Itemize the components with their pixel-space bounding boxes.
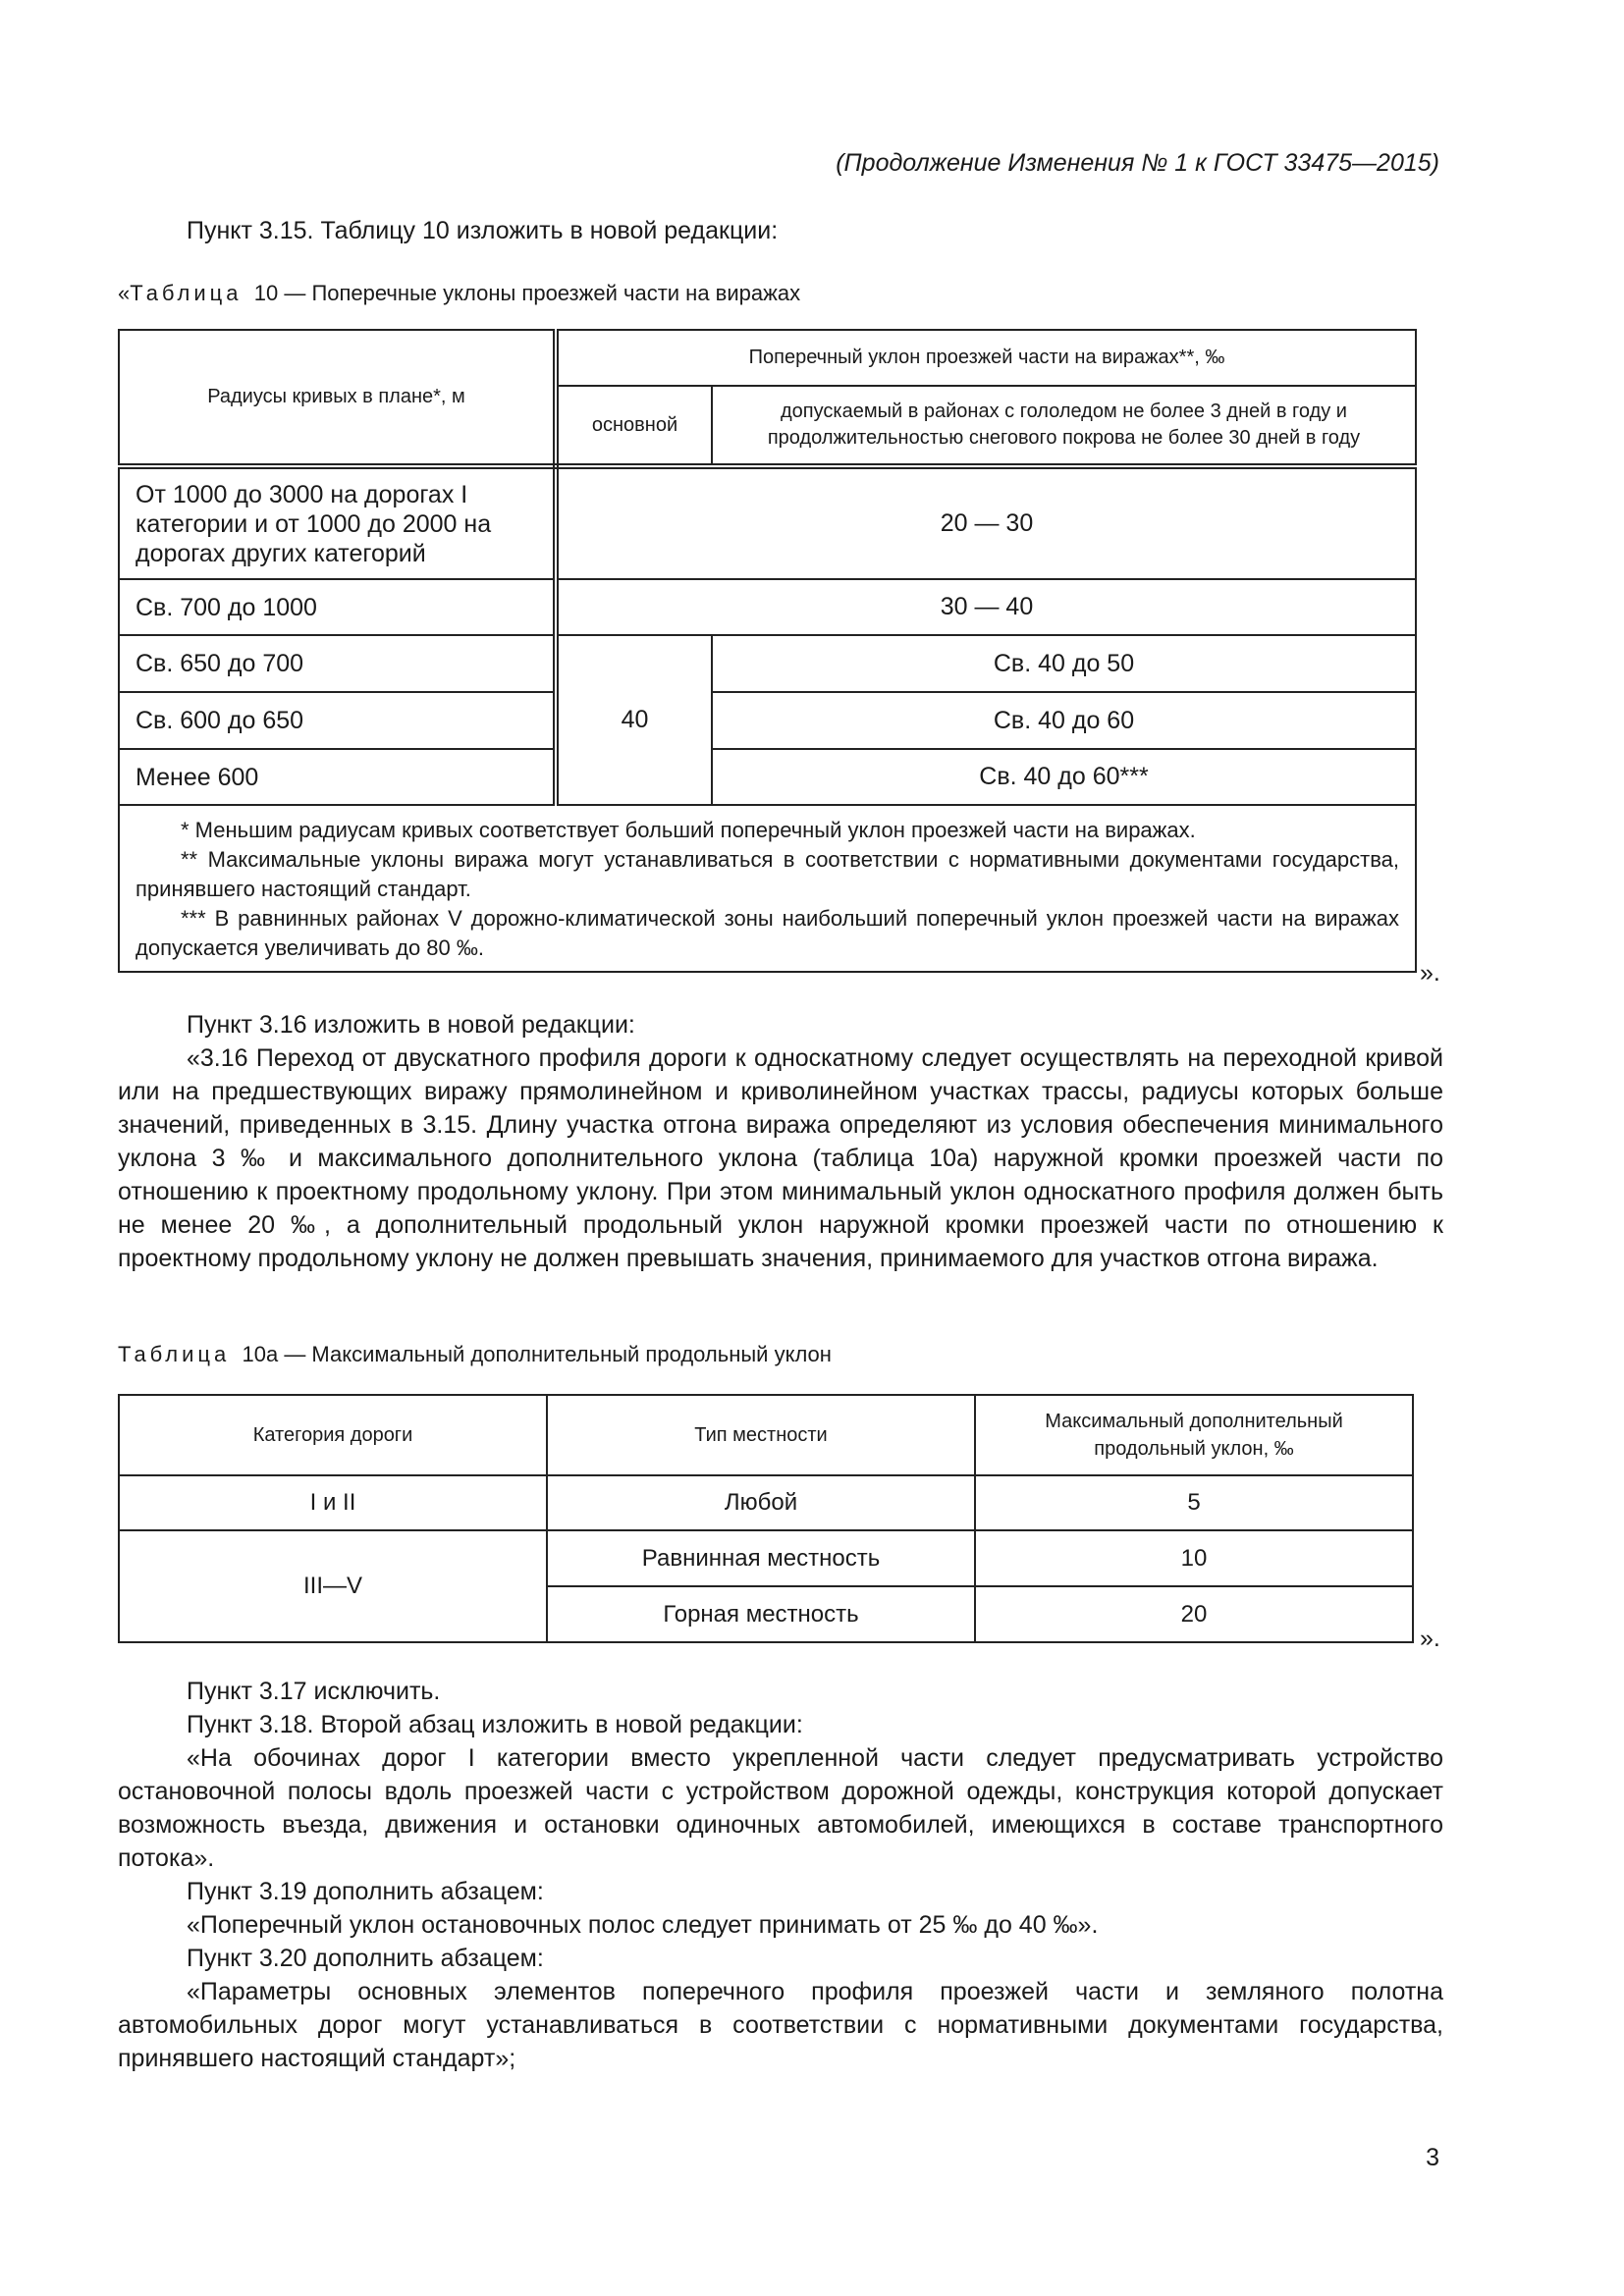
head-terrain: Тип местности [547,1395,975,1475]
radius-cell: Св. 650 до 700 [119,635,556,692]
table-row [119,692,1416,749]
terrain-cell: Горная местность [547,1586,975,1642]
paragraph-3-20: Пункт 3.20 дополнить абзацем: [187,1945,544,1972]
table-10a [118,1394,1414,1643]
note-3: *** В равнинных районах V дорожно-климатической зоны наибольший поперечный уклон проезжей части на виражах допускается увеличивать до 80 ‰. [135,906,1399,960]
table-row [119,466,1416,579]
head-allowed: допускаемый в районах с гололедом не более 3 дней в году и продолжительностью снегового покрова не более 30 дней в году [712,386,1416,466]
note-2: ** Максимальные уклоны виража могут устанавливаться в соответствии с нормативными документами государства, принявшего настоящий стандарт. [135,847,1399,901]
head-radius: Радиусы кривых в плане*, м [119,330,556,466]
paragraph-3-16-title: Пункт 3.16 изложить в новой редакции: [187,1011,635,1039]
allowed-cell: Св. 40 до 50 [712,635,1416,692]
category-cell: I и II [119,1475,547,1530]
head-slope: Максимальный дополнительный продольный уклон, ‰ [975,1395,1413,1475]
terrain-cell: Любой [547,1475,975,1530]
head-slope-group: Поперечный уклон проезжей части на виражах**, ‰ [556,330,1416,386]
head-category: Категория дороги [119,1395,547,1475]
note-1: * Меньшим радиусам кривых соответствует больший поперечный уклон проезжей части на виражах. [181,818,1196,842]
quote-3-19: «Поперечный уклон остановочных полос следует принимать от 25 ‰ до 40 ‰». [187,1911,1099,1939]
head-base: основной [556,386,712,466]
paragraph-3-15: Пункт 3.15. Таблицу 10 изложить в новой редакции: [187,217,779,244]
table-row [119,635,1416,692]
table-10-head-row-1 [119,330,1416,386]
radius-cell: Менее 600 [119,749,556,805]
table-10-caption [118,281,800,306]
radius-cell: От 1000 до 3000 на дорогах I категории и от 1000 до 2000 на дорогах других категорий [119,466,556,579]
base-cell: 40 [556,635,712,805]
allowed-cell: Св. 40 до 60 [712,692,1416,749]
value-cell: 30 — 40 [556,579,1416,635]
paragraph-3-18: Пункт 3.18. Второй абзац изложить в новой редакции: [187,1711,803,1738]
caption-text: 10 — Поперечные уклоны проезжей части на виражах [253,281,801,305]
caption-text: 10а — Максимальный дополнительный продольный уклон [242,1342,832,1366]
running-title: (Продолжение Изменения № 1 к ГОСТ 33475—2015) [836,149,1439,177]
table-10a-close-quote: ». [1420,1625,1440,1652]
table-row [119,579,1416,635]
caption-open-quote: « [118,281,131,305]
slope-cell: 5 [975,1475,1413,1530]
table-10-notes [119,805,1416,972]
quote-3-18: «На обочинах дорог I категории вместо укрепленной части следует предусматривать устройство остановочной полосы вдоль проезжей части с устройством дорожной одежды, конструкция которой допускает возможность въезда, движения и остановки одиночных автомобилей, имеющихся в составе транспортного потока». [118,1744,1443,1872]
caption-label: Таблица [130,281,243,305]
table-10a-head [119,1395,1413,1475]
table-10-close-quote: ». [1420,959,1440,987]
paragraph-3-16-text: «3.16 Переход от двускатного профиля дороги к односкатному следует осуществлять на переходной кривой или на предшествующих виражу прямолинейном и криволинейном участках трассы, радиусы которых больше значений, приведенных в 3.15. Длину участка отгона виража определяют из условия обеспечения минимального уклона 3 ‰ и максимального дополнительного уклона (таблица 10а) наружной кромки проезжей части по отношению к проектному продольному уклону. При этом минимальный уклон односкатного профиля должен быть не менее 20 ‰, а дополнительный продольный уклон наружной кромки проезжей части по отношению к проектному продольному уклону не должен превышать значения, принимаемого для участков отгона виража. [118,1044,1443,1272]
slope-cell: 10 [975,1530,1413,1586]
table-10-notes-row [119,805,1416,972]
caption-label: Таблица [118,1342,231,1366]
table-10 [118,329,1417,973]
value-cell: 20 — 30 [556,466,1416,579]
allowed-cell: Св. 40 до 60*** [712,749,1416,805]
table-row [119,749,1416,805]
category-cell: III—V [119,1530,547,1642]
terrain-cell: Равнинная местность [547,1530,975,1586]
table-10a-caption [118,1342,832,1367]
table-row [119,1530,1413,1586]
radius-cell: Св. 700 до 1000 [119,579,556,635]
radius-cell: Св. 600 до 650 [119,692,556,749]
slope-cell: 20 [975,1586,1413,1642]
page-number: 3 [1426,2144,1439,2171]
paragraph-3-17: Пункт 3.17 исключить. [187,1678,441,1705]
quote-3-20: «Параметры основных элементов поперечного профиля проезжей части и земляного полотна автомобильных дорог могут устанавливаться в соответствии с нормативными документами государства, принявшего настоящий стандарт»; [118,1978,1443,2072]
paragraph-3-19: Пункт 3.19 дополнить абзацем: [187,1878,544,1905]
table-row [119,1475,1413,1530]
